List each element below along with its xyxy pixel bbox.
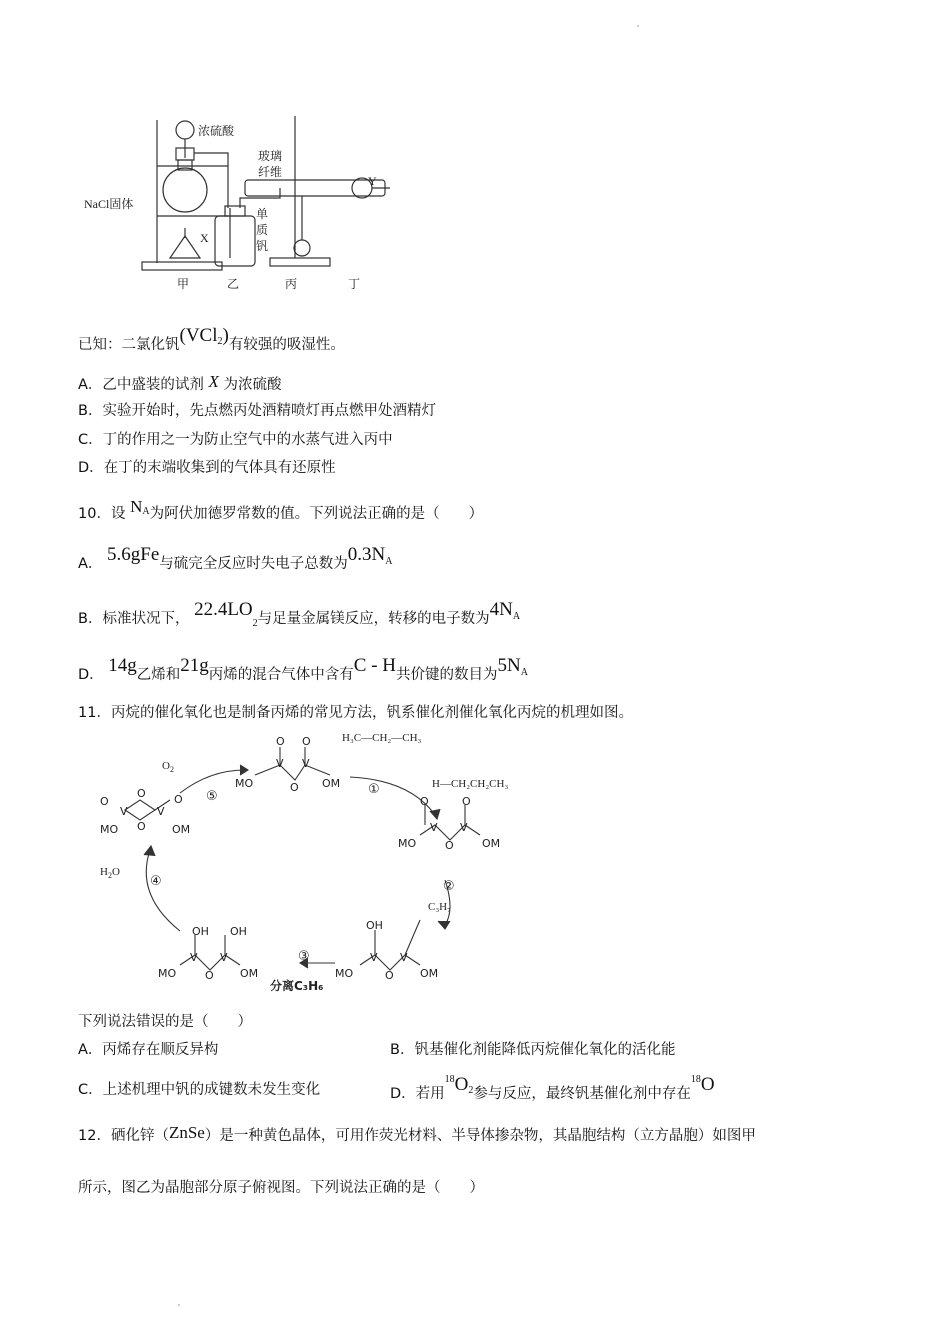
r-o2: O	[462, 795, 471, 808]
tl-mo: MO	[100, 823, 119, 836]
q11-option-d: D．若用$^{18}O_2$参与反应，最终钒基催化剂中存在$^{18}$O	[390, 1074, 715, 1102]
t-v2: V	[302, 757, 310, 770]
label-h2o: $H_2O$	[100, 866, 120, 880]
q11-option-b: B．钒基催化剂能降低丙烷催化氧化的活化能	[390, 1042, 676, 1058]
bl-om: OM	[240, 967, 259, 980]
bl-oh1: OH	[192, 925, 209, 938]
bl-oh2: OH	[230, 925, 247, 938]
tl-v1: V	[120, 805, 128, 818]
r-v1: V	[430, 821, 438, 834]
t-v1: V	[276, 757, 284, 770]
q9-option-c: C．丁的作用之一为防止空气中的水蒸气进入丙中	[78, 432, 393, 448]
mechanism-diagram	[80, 725, 540, 1005]
br-oh: OH	[366, 919, 383, 932]
tl-o1: O	[100, 795, 109, 808]
q10-option-a: A． 5.6gFe与硫完全反应时失电子总数为$0.3N^A$	[78, 544, 393, 572]
br-mo: MO	[335, 967, 354, 980]
label-x: X	[200, 231, 209, 245]
bl-v1: V	[190, 951, 198, 964]
q10-option-b: B．标准状况下， $22.4LO_2$与足量金属镁反应，转移的电子数为$4N^A$	[78, 599, 521, 629]
r-o3: O	[445, 839, 454, 852]
label-v2: 质	[256, 223, 269, 237]
t-om: OM	[322, 777, 341, 790]
q11-stem: 11．丙烷的催化氧化也是制备丙烯的常见方法，钒系催化剂催化氧化丙烷的机理如图。	[78, 705, 633, 721]
t-o1: O	[276, 735, 285, 748]
bl-mo: MO	[158, 967, 177, 980]
apparatus-diagram	[80, 108, 400, 298]
t-o2: O	[302, 735, 311, 748]
bl-o: O	[205, 969, 214, 982]
label-v1: 单	[256, 207, 269, 221]
q12-line2: 所示，图乙为晶胞部分原子俯视图。下列说法正确的是（ ）	[78, 1180, 484, 1196]
label-ding: 丁	[348, 277, 361, 291]
t-o3: O	[290, 781, 299, 794]
br-o: O	[385, 969, 394, 982]
scan-dot-top	[637, 25, 639, 27]
q12-line1: 12．硒化锌（ZnSe）是一种黄色晶体，可用作荧光材料、半导体掺杂物，其晶胞结构（立方晶胞）如图甲	[78, 1123, 756, 1144]
q9-known: 已知：二氯化钒(VCl$_2$)有较强的吸湿性。	[78, 325, 345, 353]
br-om: OM	[420, 967, 439, 980]
label-v3: 钒	[256, 239, 269, 253]
label-bing: 丙	[285, 277, 298, 291]
step-1: ①	[368, 782, 380, 797]
label-y: Y	[368, 174, 377, 188]
label-c3h7: C₃H₇	[428, 901, 451, 913]
tl-om: OM	[172, 823, 191, 836]
r-v2: V	[460, 821, 468, 834]
label-glass2: 纤维	[258, 165, 283, 179]
label-jia: 甲	[177, 277, 190, 291]
label-propane: H₃C—CH₂—CH₃	[342, 732, 422, 744]
label-separate: 分离C₃H₆	[270, 979, 324, 993]
tl-o4: O	[174, 793, 183, 806]
q11-question: 下列说法错误的是（ ）	[78, 1014, 252, 1030]
tl-o2: O	[137, 787, 146, 800]
q10-option-d: D． 14g乙烯和21g丙烯的混合气体中含有C - H共价键的数目为$5N^A$	[78, 655, 528, 683]
r-o1: O	[420, 795, 429, 808]
label-conc-acid: 浓硫酸	[198, 124, 235, 138]
step-3: ③	[298, 949, 310, 964]
r-om: OM	[482, 837, 501, 850]
br-v1: V	[370, 951, 378, 964]
step-5: ⑤	[206, 789, 218, 804]
q11-option-a: A．丙烯存在顺反异构	[78, 1042, 219, 1058]
q9-option-b: B．实验开始时，先点燃丙处酒精喷灯再点燃甲处酒精灯	[78, 403, 436, 419]
step-4: ④	[150, 874, 162, 889]
br-v2: V	[400, 951, 408, 964]
q10-stem: 10．设 $N^A$为阿伏加德罗常数的值。下列说法正确的是（ ）	[78, 497, 484, 522]
q9-option-a: A．乙中盛装的试剂 X 为浓硫酸	[78, 372, 282, 393]
label-h-chain: H—CH₂CH₂CH₃	[432, 778, 509, 790]
label-o2: $O_2$	[162, 760, 174, 774]
q11-option-c: C．上述机理中钒的成键数未发生变化	[78, 1082, 321, 1098]
step-2: ②	[443, 879, 455, 894]
r-mo: MO	[398, 837, 417, 850]
scan-dot-bottom	[178, 1304, 180, 1306]
q9-option-d: D．在丁的末端收集到的气体具有还原性	[78, 460, 336, 476]
bl-v2: V	[220, 951, 228, 964]
label-yi: 乙	[227, 277, 240, 291]
tl-v2: V	[157, 805, 165, 818]
tl-o3: O	[137, 820, 146, 833]
label-glass1: 玻璃	[258, 149, 283, 163]
t-mo: MO	[235, 777, 254, 790]
label-nacl: NaCl固体	[84, 197, 134, 211]
